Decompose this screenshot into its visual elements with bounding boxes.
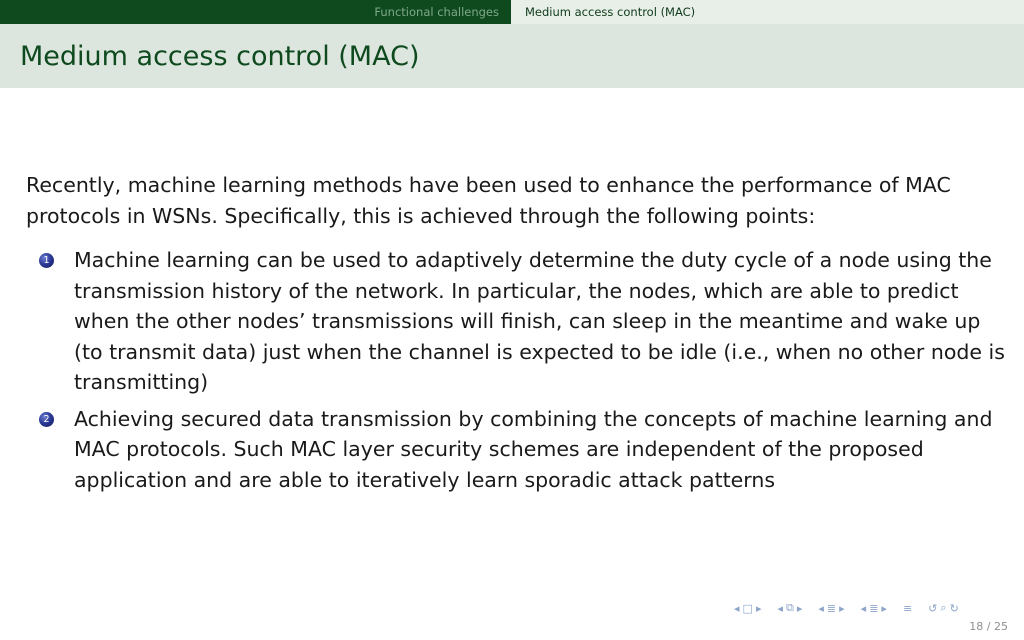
section-nav-icon[interactable]: ≣	[869, 601, 879, 615]
prev-subsection-arrow-icon[interactable]: ◂	[818, 601, 824, 615]
intro-paragraph: Recently, machine learning methods have been used to enhance the performance of MAC protocols in WSNs. Specifically, this is achieved through the following points:	[26, 173, 951, 228]
nav-subsection-link[interactable]: Medium access control (MAC)	[525, 5, 696, 19]
next-section-arrow-icon[interactable]: ▸	[881, 601, 887, 615]
prev-section-arrow-icon[interactable]: ◂	[860, 601, 867, 615]
item-number-badge: 2	[39, 412, 54, 427]
beamer-navigation-symbols	[734, 601, 959, 615]
prev-frame-arrow-icon[interactable]: ◂	[777, 601, 783, 615]
frame-title: Medium access control (MAC)	[20, 41, 420, 72]
frame-title-bar	[0, 24, 1024, 88]
document-nav-icon[interactable]: ≡	[902, 601, 913, 615]
next-frame-arrow-icon[interactable]: ▸	[796, 601, 803, 615]
search-icon[interactable]: ⌕	[940, 601, 947, 614]
slide-content	[26, 170, 1006, 501]
list-item-text: Machine learning can be used to adaptively determine the duty cycle of a node using the transmission history of the network. In particular, the nodes, which are able to predict when the other nodes’ transmissions will finish, can sleep in the meantime and wake up (to transmit data) just when the channel is expected to be idle (i.e., when no other node is transmitting)	[74, 248, 1005, 394]
beamer-nav-bar	[0, 0, 1024, 24]
nav-section-cell[interactable]	[0, 0, 511, 24]
frame-nav-icon[interactable]: ⧉	[786, 601, 794, 614]
subsection-nav-icon[interactable]: ≣	[826, 601, 837, 615]
list-item	[26, 404, 1006, 496]
next-subsection-arrow-icon[interactable]: ▸	[839, 601, 845, 615]
next-slide-arrow-icon[interactable]: ▸	[755, 601, 762, 615]
prev-slide-arrow-icon[interactable]: ◂	[734, 601, 740, 615]
nav-subsection-cell[interactable]	[511, 0, 1024, 24]
enumerated-list	[26, 245, 1006, 495]
slide-nav-icon[interactable]: □	[742, 601, 753, 615]
page-number: 18 / 25	[969, 620, 1008, 633]
item-number-badge: 1	[39, 253, 54, 268]
list-item	[26, 245, 1006, 398]
list-item-text: Achieving secured data transmission by combining the concepts of machine learning and MAC protocols. Such MAC layer security schemes are independent of the proposed application and are able to iteratively learn sporadic attack patterns	[74, 406, 993, 492]
back-icon[interactable]: ↺	[928, 601, 938, 615]
forward-icon[interactable]: ↻	[949, 601, 959, 615]
nav-section-link[interactable]: Functional challenges	[374, 5, 499, 19]
